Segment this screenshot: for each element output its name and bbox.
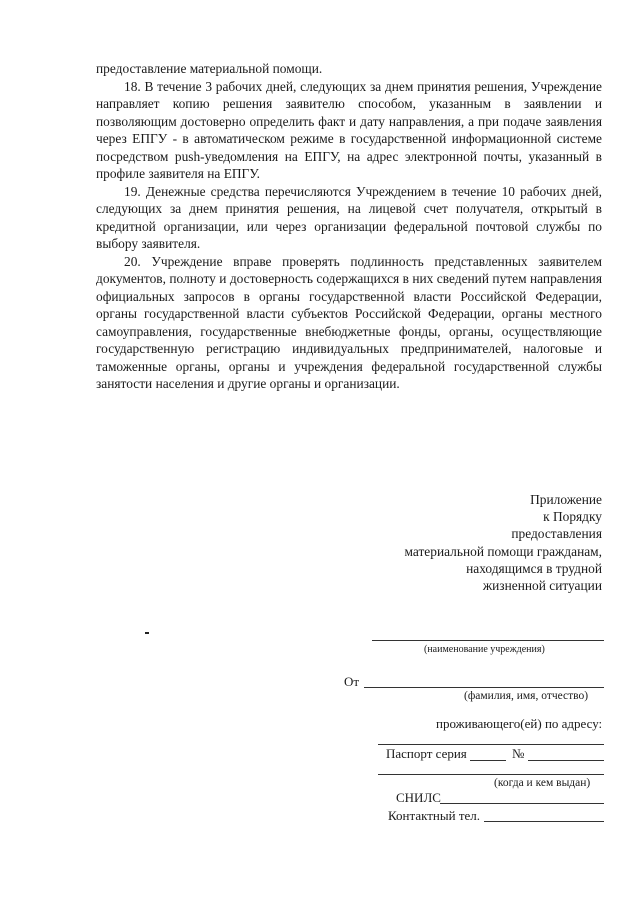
from-label: От — [344, 674, 360, 689]
passport-number-label: № — [512, 746, 525, 761]
paragraph-19: 19. Денежные средства перечисляются Учреждением в течение 10 рабочих дней, следующих за днем принятия решения, на лицевой счет получателя, открытый в кредитной организации, или через организации федеральной почтовой службы по выбору заявителя. — [96, 183, 602, 251]
intro-line: предоставление материальной помощи. — [96, 61, 323, 76]
residing-label: проживающего(ей) по адресу: — [436, 716, 603, 731]
stray-mark — [145, 632, 149, 634]
institution-line — [372, 640, 604, 641]
appendix-line: к Порядку — [543, 509, 602, 525]
snils-label: СНИЛС — [396, 790, 441, 805]
fio-caption: (фамилия, имя, отчество) — [464, 690, 589, 702]
passport-issued-line — [378, 774, 604, 775]
institution-caption: (наименование учреждения) — [424, 644, 545, 655]
passport-series-line — [470, 760, 506, 761]
appendix-line: материальной помощи гражданам, — [404, 543, 602, 559]
appendix-line: предоставления — [511, 526, 602, 542]
phone-line — [484, 821, 604, 822]
address-line — [378, 744, 604, 745]
paragraph-18: 18. В течение 3 рабочих дней, следующих за днем принятия решения, Учреждение направляет копию решения заявителю способом, указанным в заявлении и позволяющим достоверно определить факт и дату направления, а при подаче заявления через ЕПГУ - в автоматическом режиме в государственной информационной системе посредством push-уведомления на ЕПГУ, на адрес электронной почты, указанный в профиле заявителя на ЕПГУ. — [96, 78, 602, 181]
document-body — [96, 60, 602, 393]
appendix-heading — [302, 491, 602, 594]
passport-label: Паспорт серия — [386, 746, 467, 761]
paragraph-20: 20. Учреждение вправе проверять подлинность представленных заявителем документов, полноту и достоверность содержащихся в них сведений путем направления официальных запросов в органы государственной власти Российской Федерации, органы государственной власти субъектов Российской Федерации, органы местного самоуправления, государственные внебюджетные фонды, органы, осуществляющие государственную регистрацию индивидуальных предпринимателей, налоговые и таможенные органы, органы и учреждения федеральной государственной службы занятости населения и другие органы и организации. — [96, 253, 602, 391]
fio-line — [364, 687, 604, 688]
issued-caption: (когда и кем выдан) — [494, 777, 591, 789]
passport-number-line — [528, 760, 604, 761]
appendix-line: Приложение — [530, 492, 602, 507]
snils-line — [440, 803, 604, 804]
appendix-line: жизненной ситуации — [482, 578, 602, 594]
appendix-line: находящимся в трудной — [466, 560, 602, 576]
phone-label: Контактный тел. — [388, 808, 481, 823]
